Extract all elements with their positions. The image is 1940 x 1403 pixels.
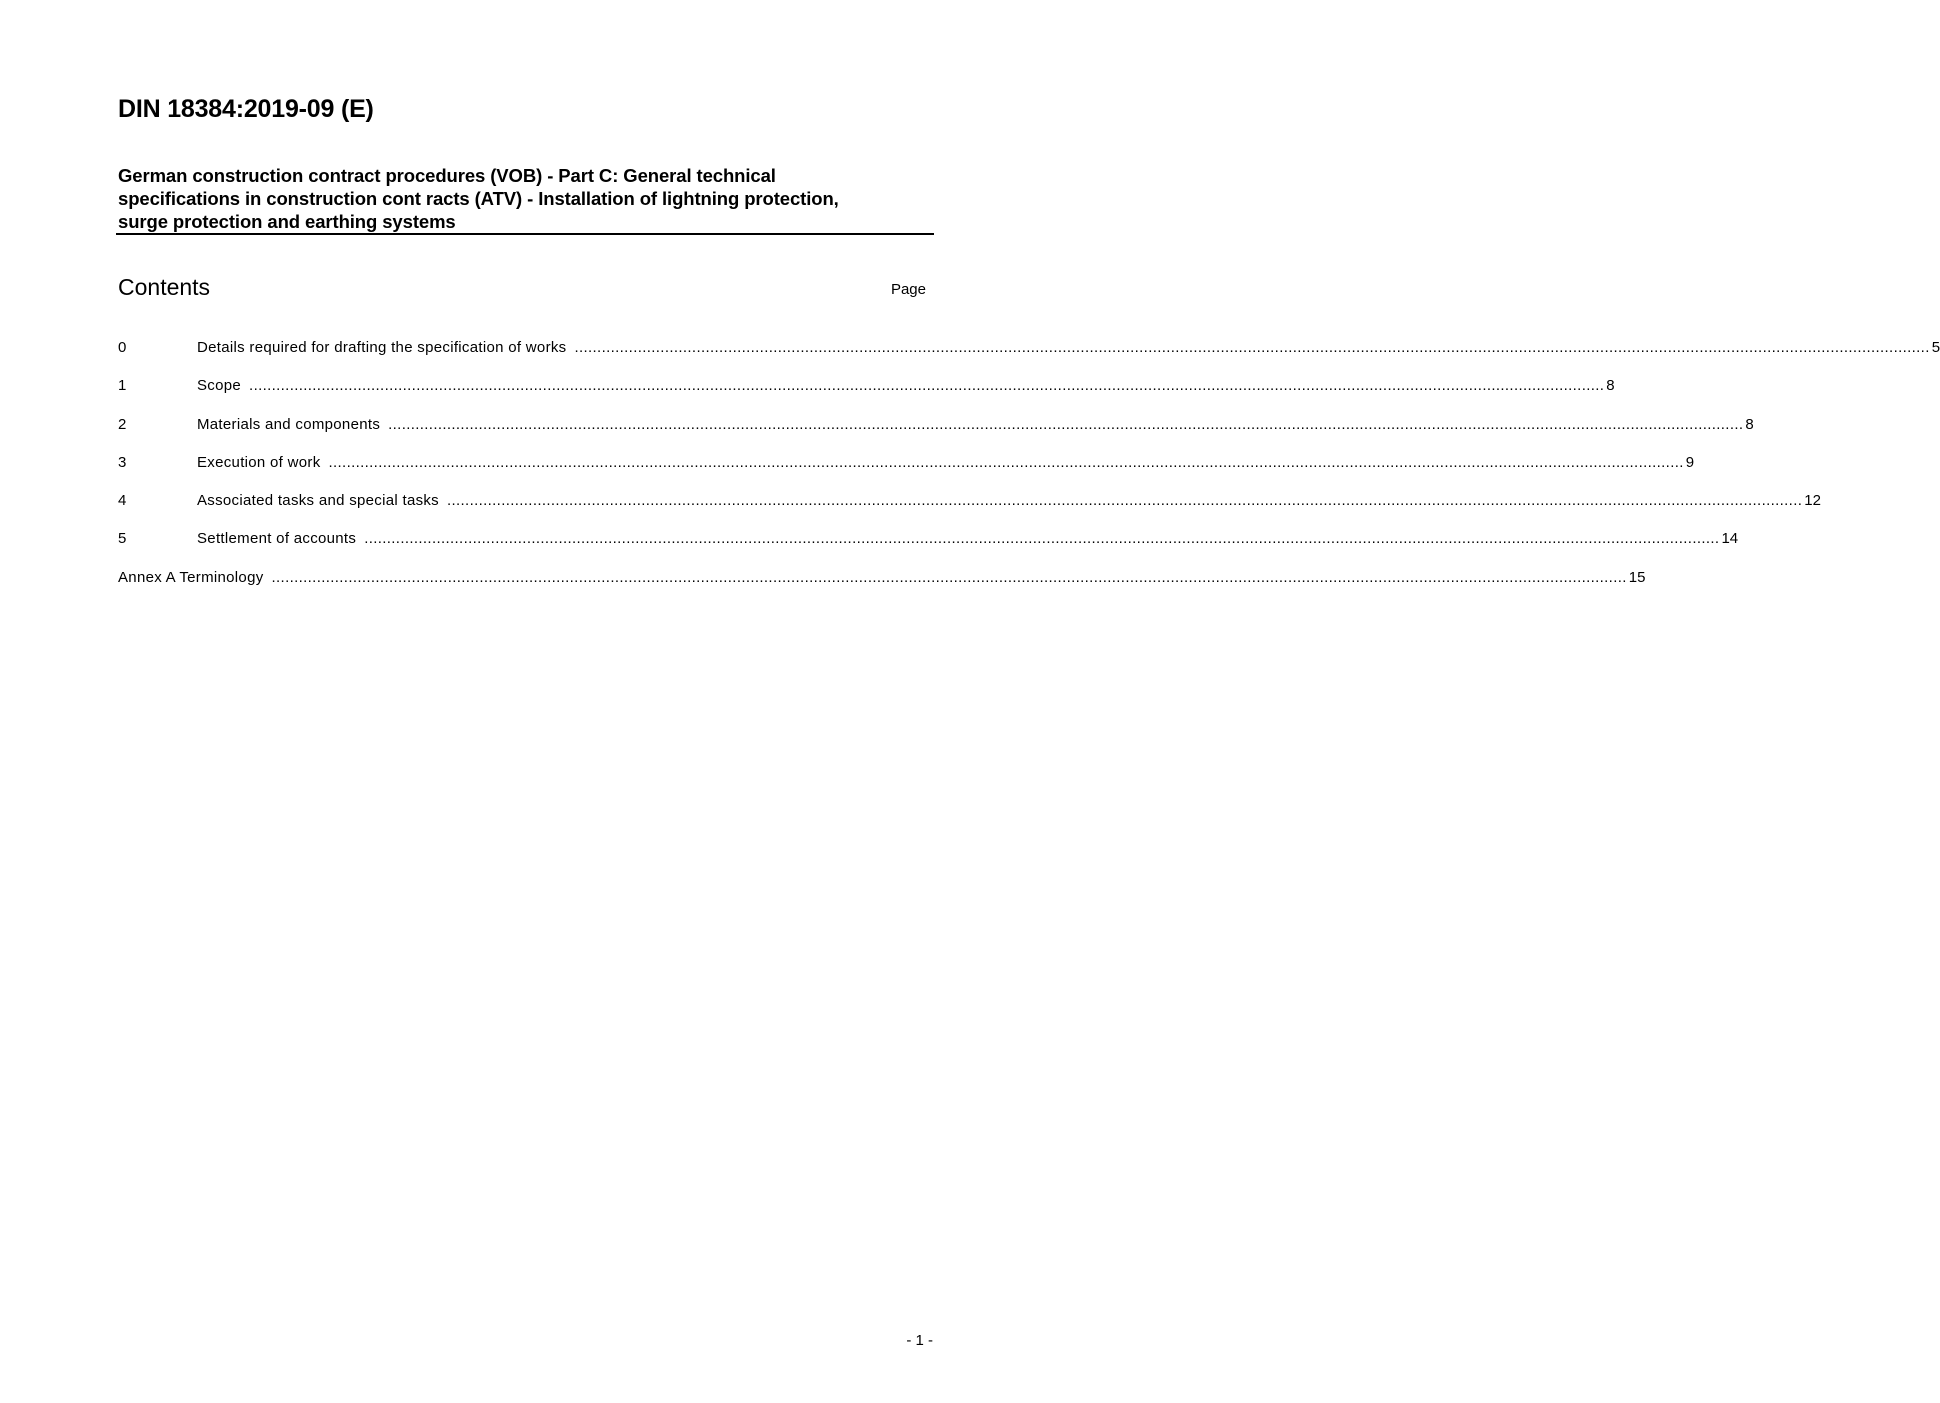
toc-entry-3[interactable] xyxy=(118,453,1695,491)
toc-dot-leader: ............................................................................................................................................................................................................................................................................................................ xyxy=(249,377,1605,395)
toc-entry-label: Associated tasks and special tasks xyxy=(197,492,439,510)
toc-dot-leader: ............................................................................................................................................................................................................................................................................................................ xyxy=(364,530,1720,548)
contents-heading: Contents xyxy=(118,274,211,300)
toc-entry-label: Materials and components xyxy=(197,415,381,433)
toc-entry-label: Details required for drafting the specification of works xyxy=(197,339,567,356)
toc-dot-leader: ............................................................................................................................................................................................................................................................................................................ xyxy=(388,415,1744,433)
toc-entry-number: 4 xyxy=(118,492,127,510)
table-of-contents xyxy=(118,338,1940,606)
toc-entry-5[interactable] xyxy=(118,529,1739,567)
toc-entry-2[interactable] xyxy=(118,415,1754,453)
toc-dot-leader: ............................................................................................................................................................................................................................................................................................................ xyxy=(271,568,1627,586)
toc-entry-page: 12 xyxy=(1804,492,1821,510)
toc-entry-page: 14 xyxy=(1721,530,1739,548)
toc-entry-4[interactable] xyxy=(118,491,1821,529)
document-title-line-1: German construction contract procedures (VOB) - Part C: General technical xyxy=(118,165,776,186)
toc-dot-leader: ............................................................................................................................................................................................................................................................................................................ xyxy=(328,453,1684,471)
toc-entry-annex-a[interactable] xyxy=(118,568,1646,606)
toc-entry-label: Scope xyxy=(197,377,242,395)
toc-entry-page: 8 xyxy=(1745,415,1754,433)
toc-entry-number: 2 xyxy=(118,415,127,433)
toc-entry-page: 8 xyxy=(1606,377,1615,395)
footer-page-number: - 1 - xyxy=(906,1332,933,1349)
toc-dot-leader: ............................................................................................................................................................................................................................................................................................................ xyxy=(446,492,1803,510)
toc-dot-leader: ............................................................................................................................................................................................................................................................................................................ xyxy=(574,339,1930,356)
toc-entry-number: 0 xyxy=(118,339,127,356)
toc-entry-label: Annex A Terminology xyxy=(118,568,264,586)
toc-entry-0[interactable] xyxy=(118,338,1940,376)
toc-entry-label: Execution of work xyxy=(197,453,321,471)
toc-entry-page: 15 xyxy=(1628,568,1646,586)
toc-entry-label: Settlement of accounts xyxy=(197,530,357,548)
document-title-line-3: surge protection and earthing systems xyxy=(118,211,456,232)
document-title xyxy=(118,164,933,233)
toc-entry-number: 3 xyxy=(118,453,127,471)
document-title-line-2: specifications in construction cont racts (ATV) - Installation of lightning protection, xyxy=(118,188,839,209)
toc-entry-page: 5 xyxy=(1931,339,1940,356)
page-column-heading: Page xyxy=(890,281,926,298)
toc-entry-page: 9 xyxy=(1685,453,1695,471)
toc-entry-number: 1 xyxy=(118,377,127,395)
document-id: DIN 18384:2019-09 (E) xyxy=(118,95,374,123)
toc-entry-1[interactable] xyxy=(118,376,1615,414)
toc-entry-number: 5 xyxy=(118,530,127,548)
title-divider xyxy=(116,233,934,235)
